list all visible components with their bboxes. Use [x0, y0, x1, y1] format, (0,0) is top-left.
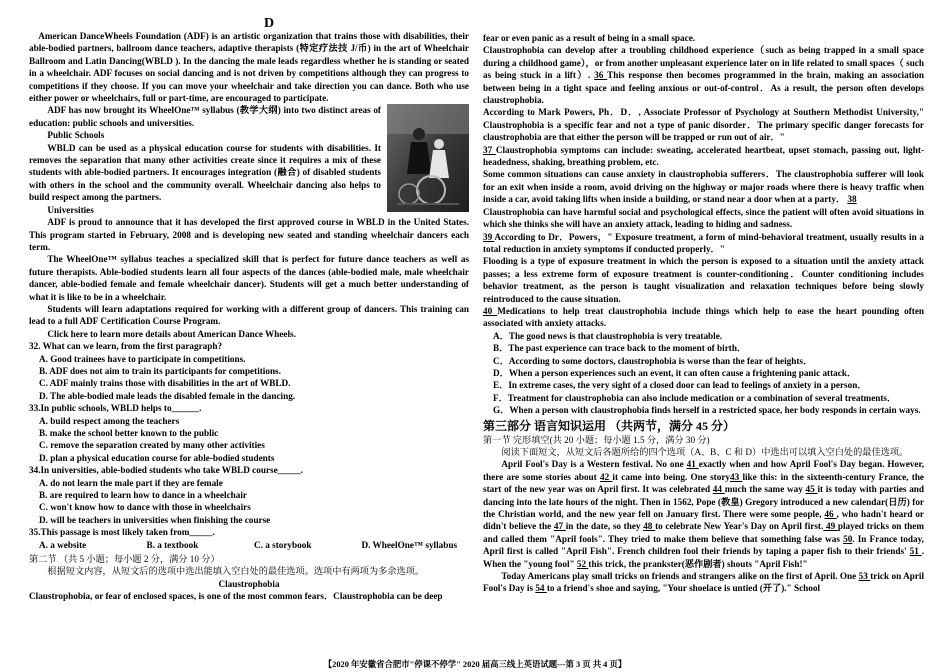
- cloze-text: to celebrate New Year's Day on April first.: [655, 521, 824, 532]
- cloze-text: April Fool's Day is a Western festival. No one: [501, 459, 687, 470]
- blank-39: 39: [483, 231, 495, 242]
- answer-option: C. remove the separation created by many other activities: [39, 440, 265, 451]
- passage-paragraph: [483, 231, 924, 256]
- answer-option: C. ADF mainly trains those with disabilities in the art of WBLD.: [39, 378, 291, 389]
- answer-option: A. do not learn the male part if they are female: [39, 477, 223, 488]
- passage-d-paragraph: The WheelOne™ syllabus teaches a specialized skill that is perfect for future dance teachers as well as future therapists. Able-bodied students learn all four aspects of the dances (able-bodied male, male wheelchair dancer, able-bodied female and female wheelchair dancer). Students will get a much better understanding of what it is like to be in a wheelchair.: [29, 254, 469, 302]
- answer-options-row: [29, 539, 469, 551]
- cloze-blank: 48: [643, 521, 656, 532]
- passage-text: Medications to help treat claustrophobia include things which help to ease the heart pounding often associated with anxiety attacks.: [483, 305, 925, 329]
- cloze-text: it is today with parties and dancing into the late hours of the night. Then in 1562, Pope (教皇) Gregory introduced a new calendar(日历) for the Christian world, and the new year fell on January first. There were some people,: [483, 484, 925, 520]
- cloze-blank: 41: [686, 459, 699, 470]
- cloze-text: it came into being. One story: [612, 471, 730, 482]
- cloze-blank: 50: [843, 533, 853, 544]
- cloze-paragraph: [483, 458, 924, 570]
- choice-option: G．When a person with claustrophobia finds herself in a restricted space, her body responds in certain ways.: [493, 405, 921, 416]
- cloze-paragraph: [483, 570, 924, 595]
- passage-text: Some common situations can cause anxiety in claustrophobia sufferers．The claustrophobia sufferer will look for an exit when inside a room, avoid driving on the highway or major roads where there is heavy traffic when inside a car, avoid taking lifts when inside a building, or stand near a door when at a party．: [483, 169, 924, 205]
- subheading-universities: Universities: [47, 204, 94, 215]
- answer-option: C. a storybook: [254, 539, 312, 550]
- passage-d-paragraph: American DanceWheels Foundation (ADF) is an artistic organization that trains those with disabilities, their able-bodied partners, ballroom dance teachers, adaptive therapists (特定疗法技 J/币) in the art of Wheelchair Ballroom and Latin Dancing(WBLD ). In the dancing the male leads regardless whether he is standing or seated in a wheelchair. ADF focuses on social dancing and is not driven by competitions although they can progress to competitions if they choose. If you can move your wheelchair and take direction you can dance. Both who use either power or wheelchairs, full or part-time, are encouraged to participate.: [29, 31, 469, 104]
- blank-36: 36: [594, 70, 608, 81]
- cloze-text: . When the "young fool": [483, 546, 925, 569]
- part3-subheader: 第一节 完形填空(共 20 小题；每小题 1.5 分，满分 30 分): [483, 434, 710, 445]
- passage-d-paragraph: WBLD can be used as a physical education course for students with disabilities. It removes the separation that many other activities create since it requires a mix of these students with able-bodied partners. It encourages integration (融合) of disabled students with others in the school and the community overall. Wheelchair dancing also helps to build respect among the partners.: [29, 142, 381, 203]
- answer-option: B. ADF does not aim to train its participants for competitions.: [39, 365, 281, 376]
- subheading-public-schools: Public Schools: [47, 130, 105, 141]
- cloze-text: this trick, the prankster(恶作剧者) shouts "April Fish!": [588, 558, 808, 569]
- answer-option: D. The able-bodied male leads the disabled female in the dancing.: [39, 390, 296, 401]
- cloze-text: , who hadn't heard or didn't believe the: [483, 509, 925, 532]
- passage-paragraph: According to Mark Powers, Ph．D．, Associate Professor of Psychology at Southern Methodist University," Claustrophobia is a specific fear and not a type of panic disorder．The primary specific danger forecasts for claustrophobia are that either the person will be trapped or run out of air．": [483, 107, 924, 143]
- answer-option: B. a textbook: [146, 539, 199, 550]
- passage-paragraph: [483, 144, 924, 169]
- choice-list: [483, 330, 924, 417]
- question-stem: 32. What can we learn, from the first paragraph?: [29, 341, 223, 352]
- passage-text: This response then becomes programmed in the brain, making an association between being in a tight space and feeling anxious or out-of-control．As a result, the person often develops claustrophobia.: [483, 70, 925, 106]
- cloze-blank: 51: [909, 546, 922, 557]
- choice-option: A．The good news is that claustrophobia is very treatable.: [493, 330, 723, 341]
- passage-paragraph: [483, 168, 924, 205]
- right-column: [483, 32, 924, 595]
- cloze-blank: 45: [805, 484, 818, 495]
- passage-paragraph: [483, 44, 924, 106]
- passage-text: Claustrophobia can develop after a troubling childhood experience（such as being trapped in a small space during a childhood game），or from another unpleasant experience later on in life related to small spaces（ such as being stuck in a lift）.: [483, 45, 924, 81]
- part3-header: 第三部分 语言知识运用 （共两节，满分 45 分）: [483, 418, 736, 433]
- answer-option: B. are required to learn how to dance in a wheelchair: [39, 490, 247, 501]
- passage-d-paragraph: Click here to learn more details about American Dance Wheels.: [47, 328, 296, 339]
- choice-option: E．In extreme cases, the very sight of a closed door can lead to feelings of anxiety in a person．: [493, 380, 867, 391]
- wheelchair-dancers-photo: [387, 104, 469, 212]
- blank-37: 37: [483, 144, 496, 155]
- answer-option: A. a website: [39, 539, 87, 550]
- answer-option: D. plan a physical education course for able-bodied students: [39, 452, 275, 463]
- question-33: [29, 402, 469, 464]
- passage-paragraph: Claustrophobia can have harmful social and psychological effects, since the patient will often avoid situations in which she thinks she will have an anxiety attack, leading to hiding and sadness.: [483, 206, 924, 230]
- passage-title: Claustrophobia: [218, 578, 280, 589]
- question-stem: 33.In public schools, WBLD helps to______.: [29, 403, 202, 414]
- blank-40: 40: [483, 305, 498, 316]
- passage-paragraph: [483, 305, 924, 330]
- cloze-text: . In France today, April first is called "April Fish". French children fool their friends by taping a paper fish to their friends': [483, 533, 924, 557]
- left-column: [29, 16, 469, 603]
- cloze-blank: 43: [730, 471, 743, 482]
- choice-option: B．The past experience can trace back to the moment of birth．: [493, 343, 747, 354]
- passage-paragraph: Flooding is a type of exposure treatment in which the person is exposed to a situation until the anxiety attack passes; a less extreme form of exposure treatment is counter-conditioning．Counter conditioning includes behavior treatment, as the person is taught visualization and relaxation techniques before being slowly reintroduced to the cause situation.: [483, 256, 924, 304]
- part3-instruction: 阅读下面短文，从短文后各题所给的四个选项（A、B、C 和 D）中选出可以填入空白处的最佳选项。: [501, 447, 909, 457]
- question-32: [29, 340, 469, 402]
- cloze-blank: 46: [824, 509, 837, 520]
- section2-header: 第二节 （共 5 小题；每小题 2 分，满分 10 分）: [29, 554, 220, 565]
- answer-option: D. WheelOne™ syllabus: [361, 539, 458, 550]
- choice-option: F．Treatment for claustrophobia can also include medication or a combination of several treatments．: [493, 392, 897, 403]
- choice-option: D．When a person experiences such an event, it can often cause a frightening panic attack．: [493, 367, 857, 378]
- blank-38: 38: [847, 194, 857, 205]
- passage-text: According to Dr．Powers，" Exposure treatment, a form of mind-behavioral treatment, usually results in a total reduction in anxiety symptoms if conducted properly．": [483, 231, 924, 254]
- answer-option: B. make the school better known to the public: [39, 428, 219, 438]
- section-d-title: D: [263, 16, 275, 31]
- question-stem: 35.This passage is most likely taken from_____.: [29, 527, 215, 538]
- answer-option: A. build respect among the teachers: [39, 415, 180, 426]
- cloze-blank: 52: [576, 558, 589, 569]
- section2-instruction: 根据短文内容，从短文后的选项中选出能填入空白处的最佳选项。选项中有两项为多余选项。: [47, 566, 425, 577]
- cloze-text: in the date, so they: [565, 521, 644, 532]
- question-34: [29, 464, 469, 526]
- answer-option: D. will be teachers in universities when finishing the course: [39, 514, 271, 525]
- passage-paragraph: Claustrophobia, or fear of enclosed spaces, is one of the most common fears．Claustrophobia can be deep: [29, 591, 443, 602]
- cloze-text: like this: in the sixteenth-century France, the start of the new year was on April first. It was celebrated: [483, 471, 925, 495]
- cloze-text: trick on April Fool's Day is: [483, 571, 925, 594]
- answer-option: A. Good trainees have to participate in competitions.: [39, 353, 246, 364]
- cloze-blank: 54: [535, 583, 547, 594]
- cloze-blank: 53: [858, 571, 871, 582]
- cloze-blank: 49: [823, 521, 838, 532]
- cloze-text: Today Americans play small tricks on friends and strangers alike on the first of April. One: [501, 571, 859, 582]
- passage-paragraph: fear or even panic as a result of being in a small space.: [483, 33, 696, 43]
- cloze-text: played tricks on them and called them "April fools". They tried to make them believe that something false was: [483, 521, 925, 544]
- choice-option: C．According to some doctors, claustrophobia is worse than the fear of heights．: [493, 355, 813, 366]
- answer-option: C. won't know how to dance with those in wheelchairs: [39, 502, 251, 513]
- passage-d-paragraph: ADF is proud to announce that it has developed the first approved course in WBLD in the United States. This program started in February, 2008 and is developing new seated and standing wheelchair dancers each term.: [29, 217, 469, 252]
- question-35: [29, 526, 469, 551]
- passage-d-paragraph: Students will learn adaptations required for working with a different group of dancers. This training can lead to a full ADF Certification Course Program.: [29, 303, 469, 327]
- cloze-blank: 44: [712, 484, 725, 495]
- cloze-text: much the same way: [724, 484, 806, 495]
- cloze-text: to a friend's shoe and saying, "Your shoelace is untied (开了)." School: [546, 583, 820, 594]
- cloze-blank: 42: [599, 471, 613, 482]
- passage-d-paragraph: ADF has now brought its WheelOne™ syllabus (教学大纲) into two distinct areas of education: public schools and universities.: [29, 105, 381, 128]
- cloze-blank: 47: [553, 521, 566, 532]
- cloze-text: exactly when and how April Fool's Day began. However, there are some stories about: [483, 459, 924, 482]
- passage-text: Claustrophobia symptoms can include: sweating, accelerated heartbeat, upset stomach, passing out, light-headedness, shaking, breathing problem, etc.: [483, 144, 925, 168]
- question-stem: 34.In universities, able-bodied students who take WBLD course_____.: [29, 465, 303, 476]
- page-footer: 【2020 年安徽省合肥市"停课不停学" 2020 届高三线上英语试题---第 3 页 共 4 页】: [323, 660, 627, 669]
